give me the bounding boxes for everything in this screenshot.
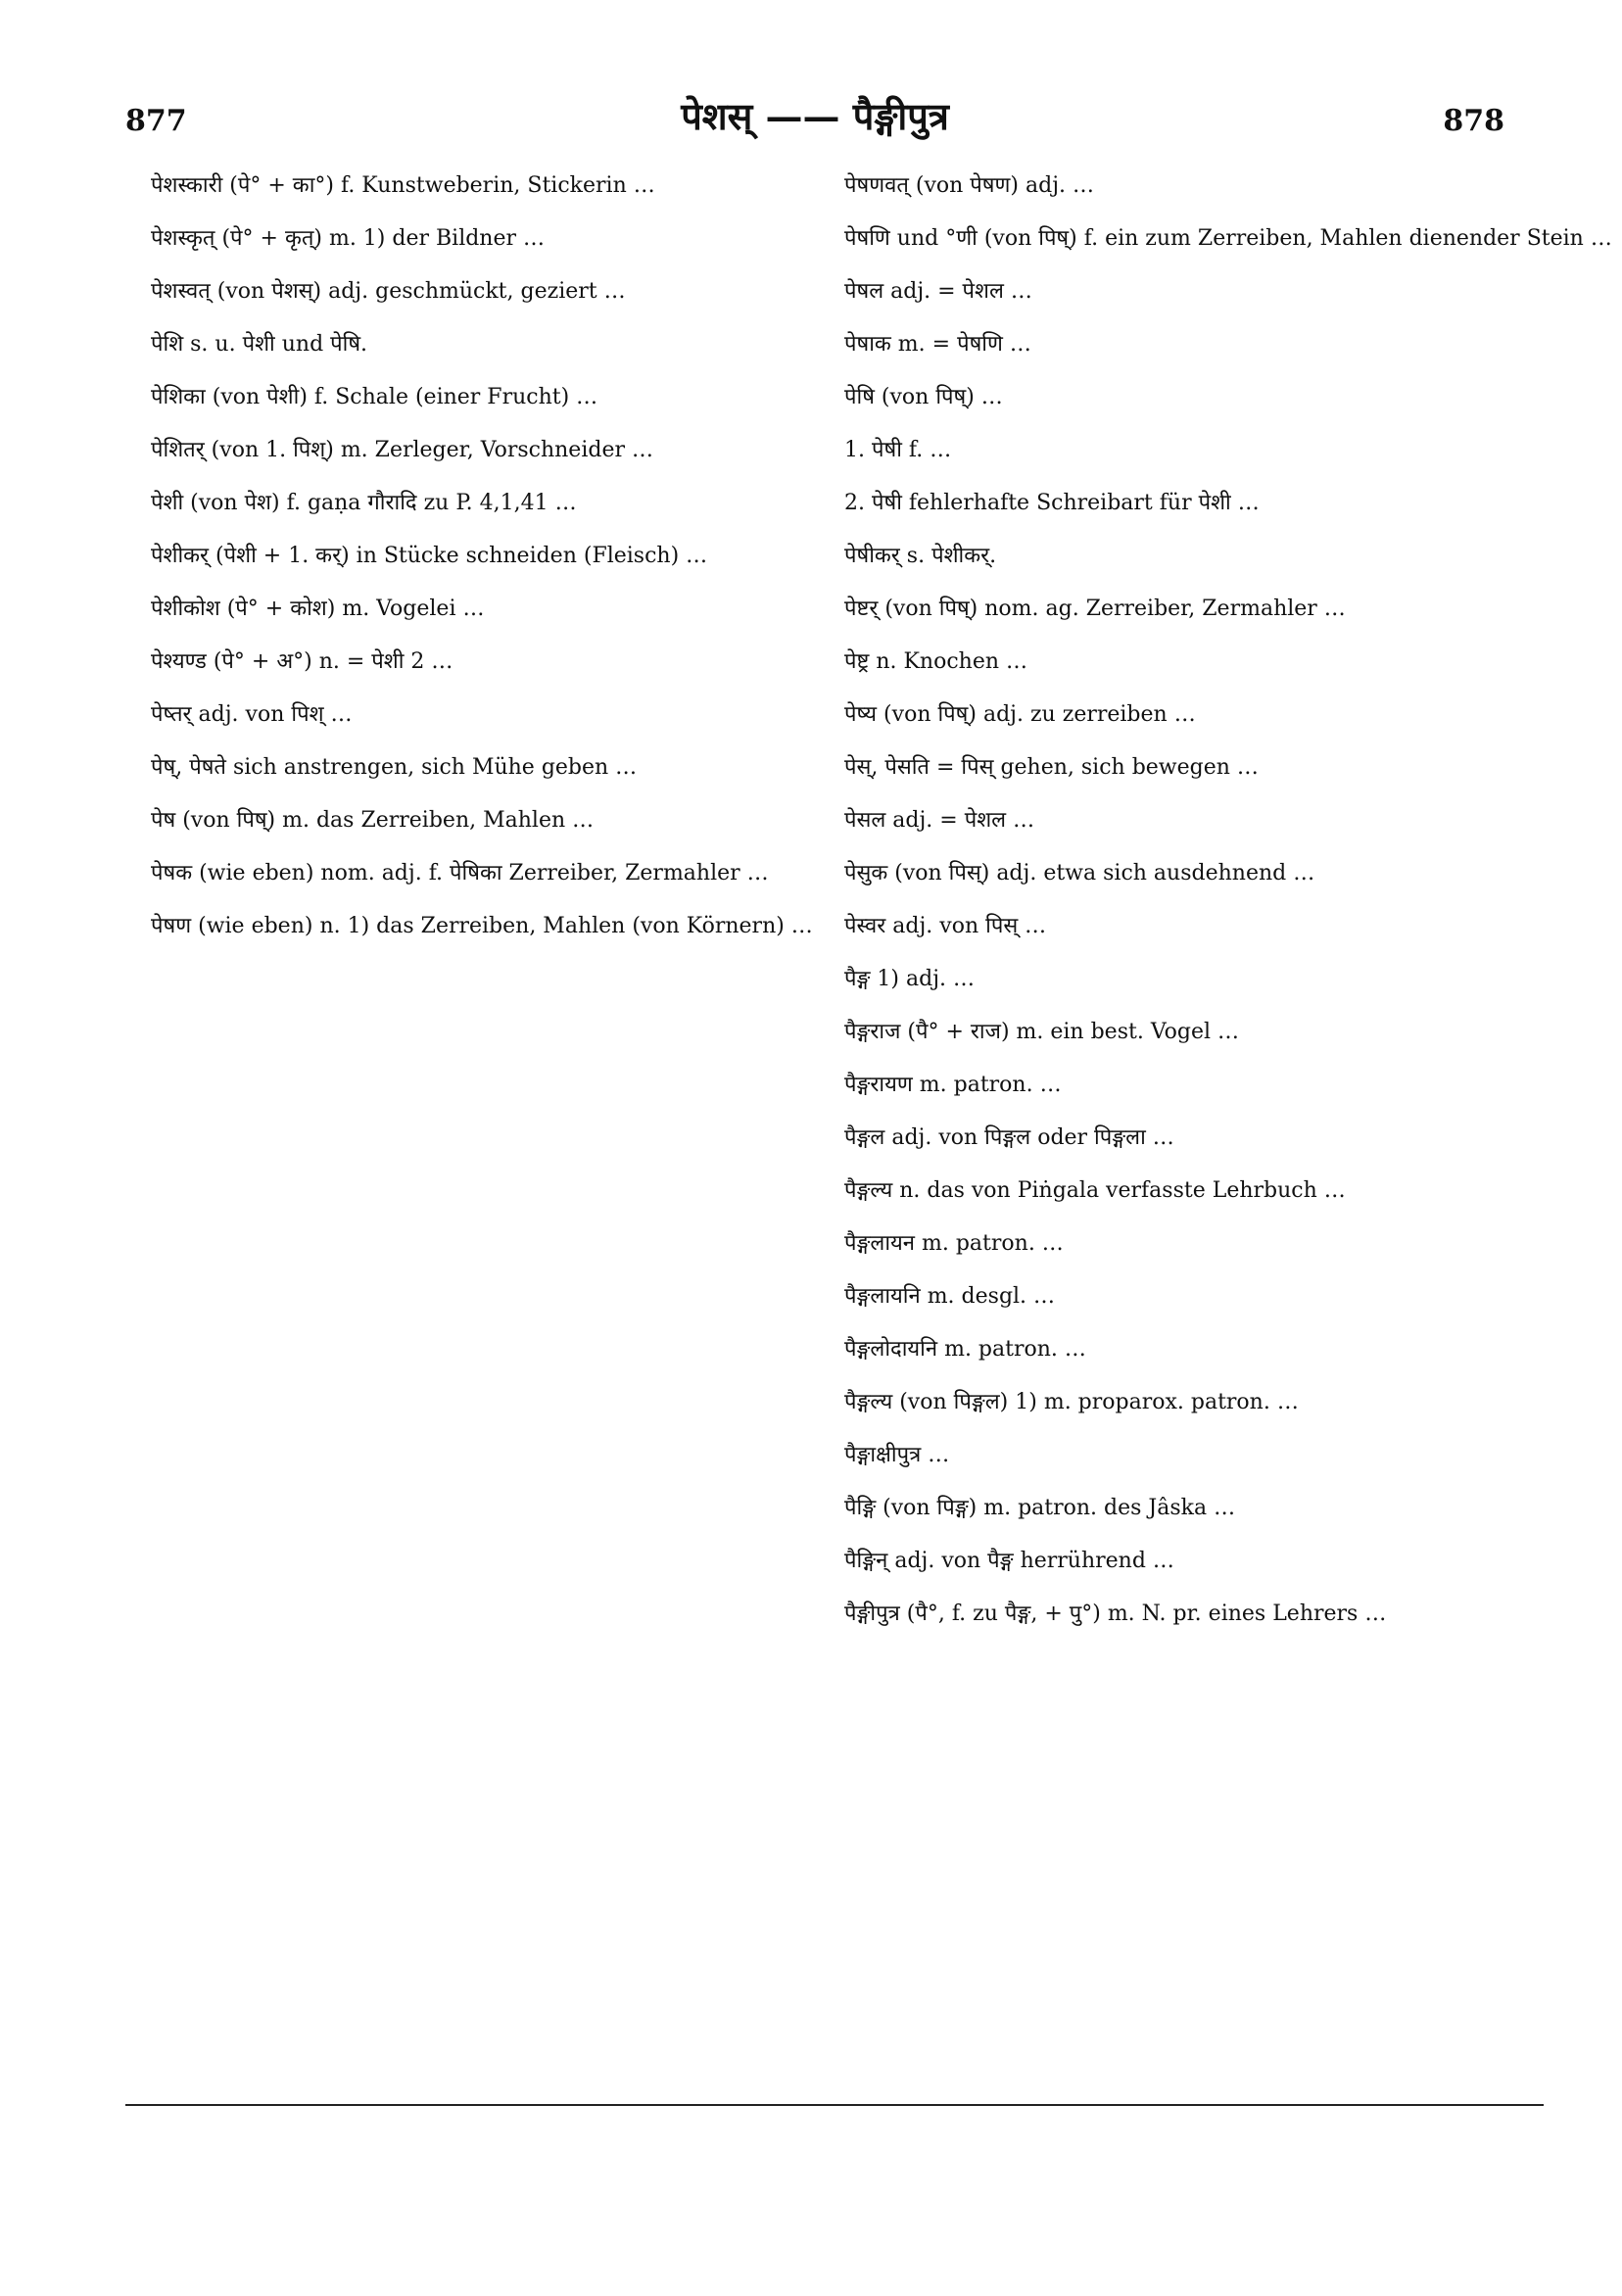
entry: पेशि s. u. पेशी und पेषि. — [151, 332, 368, 357]
entry: पेशीकोश (पे° + कोश) m. Vogelei … — [151, 597, 485, 621]
bottom-rule — [125, 2104, 1544, 2106]
entry: पेषाक m. = पेषणि … — [844, 332, 1031, 357]
entry: पेश्यण्ड (पे° + अ°) n. = पेशी 2 … — [151, 649, 453, 674]
entry: पैङ्गलायनि m. desgl. … — [844, 1284, 1056, 1309]
entry: पेशितर् (von 1. पिश्) m. Zerleger, Vorschneider … — [151, 438, 653, 462]
entry: पेष्तर् adj. von पिश् … — [151, 702, 353, 727]
entry: पेष्य (von पिष्) adj. zu zerreiben … — [844, 702, 1196, 727]
entry: पैङ्गल adj. von पिङ्गल oder पिङ्गला … — [844, 1125, 1174, 1150]
page-number-left: 877 — [125, 104, 187, 138]
entry: पैङ्ग 1) adj. … — [844, 967, 975, 991]
entry: पैङ्गाक्षीपुत्र … — [844, 1443, 950, 1467]
entry: पेस्, पेसति = पिस् gehen, sich bewegen … — [844, 755, 1259, 780]
entry: पेस्वर adj. von पिस् … — [844, 914, 1047, 938]
entry: पेशी (von पेश) f. gaṇa गौरादि zu P. 4,1,41 … — [151, 491, 577, 515]
entry: पेष्टर् (von पिष्) nom. ag. Zerreiber, Zermahler … — [844, 597, 1346, 621]
page-number-right: 878 — [1443, 104, 1504, 138]
entry: पेषक (wie eben) nom. adj. f. पेषिका Zerreiber, Zermahler … — [151, 861, 769, 885]
right-column — [819, 165, 1612, 1646]
entry: पेषण (wie eben) n. 1) das Zerreiben, Mahlen (von Körnern) … — [151, 914, 813, 938]
entry: पेसुक (von पिस्) adj. etwa sich ausdehnend … — [844, 861, 1315, 885]
left-column — [125, 165, 813, 958]
entry: 1. पेषी f. … — [844, 438, 952, 462]
entry: पेशस्कृत् (पे° + कृत्) m. 1) der Bildner … — [151, 226, 546, 251]
entry: पैङ्गल्य n. das von Piṅgala verfasste Lehrbuch … — [844, 1178, 1346, 1203]
entry: पेषीकर् s. पेशीकर्. — [844, 544, 997, 568]
entry: पेसल adj. = पेशल … — [844, 808, 1035, 833]
entry: पैङ्गीपुत्र (पै°, f. zu पैङ्ग, + पु°) m. N. pr. eines Lehrers … — [844, 1602, 1387, 1626]
entry: पैङ्गलायन m. patron. … — [844, 1231, 1064, 1256]
entry: पेशीकर् (पेशी + 1. कर्) in Stücke schneiden (Fleisch) … — [151, 544, 708, 568]
entry: पेशिका (von पेशी) f. Schale (einer Frucht) … — [151, 385, 598, 409]
entry: पैङ्गल्य (von पिङ्गल) 1) m. proparox. patron. … — [844, 1390, 1299, 1414]
entry: पेषणवत् (von पेषण) adj. … — [844, 173, 1095, 198]
running-headwords: पेशस् —— पैङ्गीपुत्र — [681, 94, 949, 138]
entry: पेष (von पिष्) m. das Zerreiben, Mahlen … — [151, 808, 595, 833]
entry: पैङ्गरायण m. patron. … — [844, 1073, 1062, 1097]
entry: पेषल adj. = पेशल … — [844, 279, 1032, 304]
entry: पैङ्गलोदायनि m. patron. … — [844, 1337, 1086, 1362]
entry: पैङ्गिन् adj. von पैङ्ग herrührend … — [844, 1549, 1174, 1573]
entry: पेशस्वत् (von पेशस्) adj. geschmückt, geziert … — [151, 279, 626, 304]
entry: पेषि (von पिष्) … — [844, 385, 1003, 409]
entry: पैङ्गि (von पिङ्ग) m. patron. des Jâska … — [844, 1496, 1236, 1520]
entry: पेष्ट्र n. Knochen … — [844, 649, 1028, 674]
entry: 2. पेषी fehlerhafte Schreibart für पेशी … — [844, 491, 1260, 515]
entry: पेष्, पेषते sich anstrengen, sich Mühe geben … — [151, 755, 638, 780]
page-header — [125, 90, 1504, 149]
entry: पेषणि und °णी (von पिष्) f. ein zum Zerreiben, Mahlen dienender Stein … — [844, 226, 1612, 251]
entry: पेशस्कारी (पे° + का°) f. Kunstweberin, Stickerin … — [151, 173, 655, 198]
entry: पैङ्गराज (पै° + राज) m. ein best. Vogel … — [844, 1020, 1240, 1044]
